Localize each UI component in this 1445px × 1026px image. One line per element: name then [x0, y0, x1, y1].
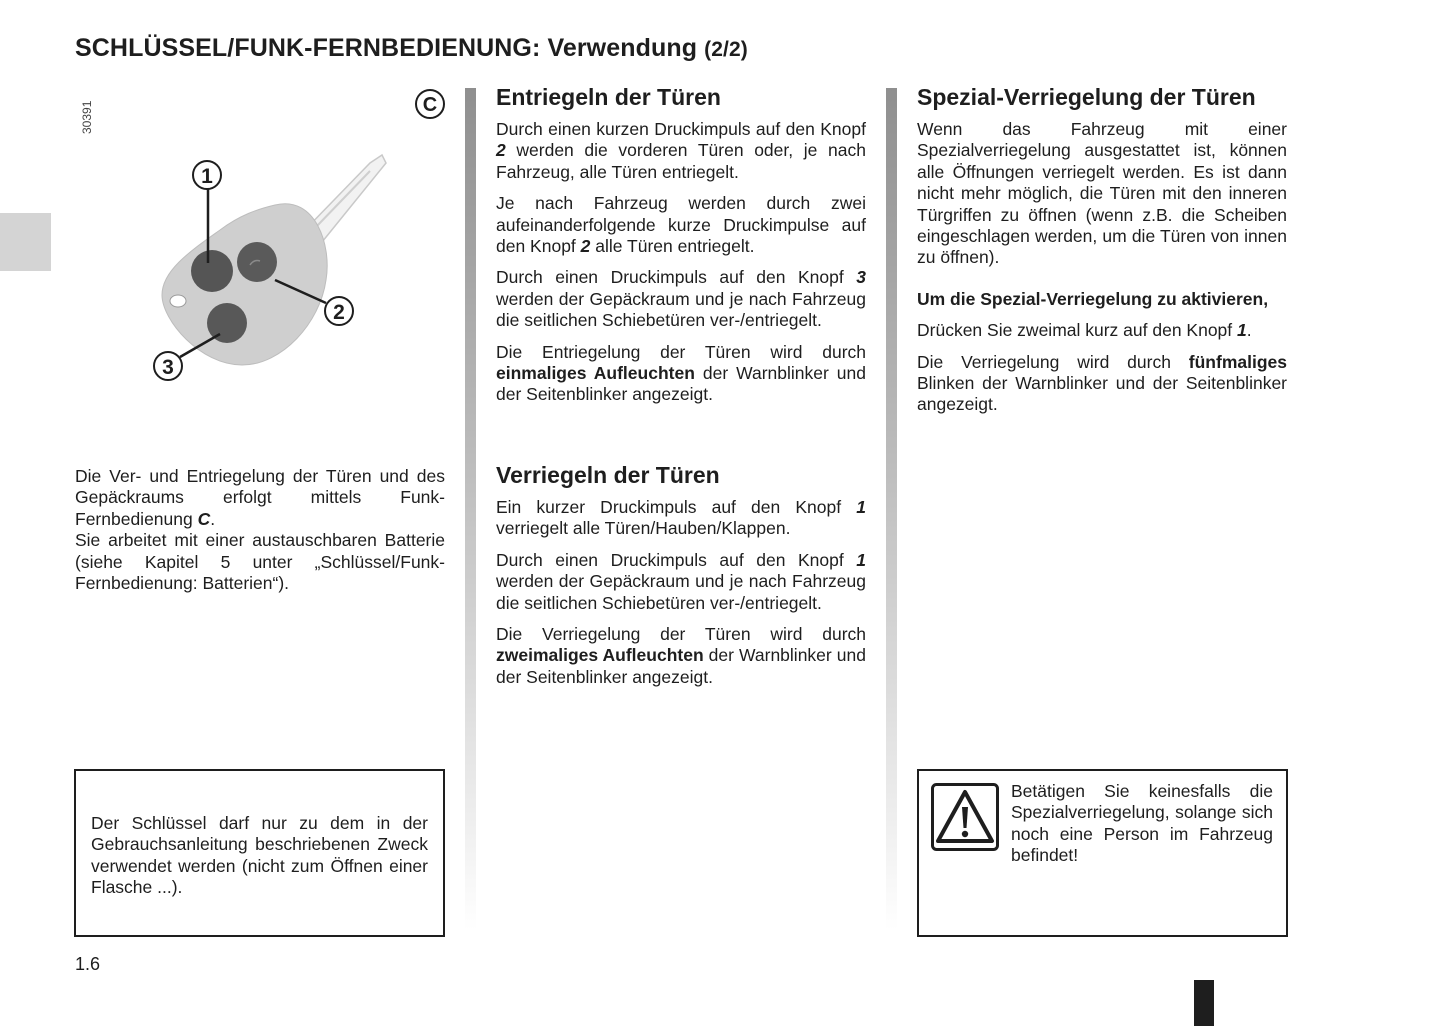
button-2 [237, 242, 277, 282]
left-column [75, 466, 445, 604]
page-title: SCHLÜSSEL/FUNK-FERNBEDIENUNG: Verwendung (2/2) [75, 34, 748, 62]
middle-column [496, 83, 866, 416]
column-separator-1 [465, 88, 476, 930]
column-separator-2 [886, 88, 897, 930]
special-lock-p3: Die Verriegelung wird durch fünfmaliges Blinken der Warnblinker und der Seitenblinker angezeigt. [917, 351, 1287, 415]
special-lock-p1: Wenn das Fahrzeug mit einer Spezialverriegelung ausgestattet ist, können alle Öffnungen verriegelt werden. Es ist dann nicht mehr möglich, die Türen mit den inneren Türgriffen zu öffnen (wenn z.B. die Scheiben eingeschlagen werden, um die Türen von innen zu öffnen). [917, 119, 1287, 268]
button-1 [191, 250, 233, 292]
special-lock-lead: Um die Spezial-Verriegelung zu aktivieren, [917, 288, 1269, 309]
page-number: 1.6 [75, 954, 101, 974]
figure-letter: C [422, 94, 438, 116]
lock-p3: Die Verriegelung der Türen wird durch zweimaliges Aufleuchten der Warnblinker und der Seitenblinker angezeigt. [496, 624, 866, 687]
unlock-heading: Entriegeln der Türen [496, 84, 721, 110]
callout-2: 2 [333, 301, 345, 324]
image-code: 30391 [80, 100, 94, 134]
chapter-tab [0, 213, 51, 271]
key-remote-illustration [70, 85, 455, 395]
callout-1: 1 [201, 165, 213, 188]
warning-icon [931, 783, 999, 851]
left-intro: Die Ver- und Entriegelung der Türen und des Gepäckraums erfolgt mittels Funk-Fernbedienung C. [75, 466, 445, 529]
warning-text: Betätigen Sie keinesfalls die Spezialverriegelung, solange sich noch eine Person im Fahrzeug befindet! [1011, 781, 1273, 866]
page-title-suffix: (2/2) [704, 38, 748, 61]
lock-p1: Ein kurzer Druckimpuls auf den Knopf 1 verriegelt alle Türen/Hauben/Klappen. [496, 497, 866, 539]
note-box [74, 769, 445, 937]
key-ring-hole [170, 295, 186, 307]
lock-p2: Durch einen Druckimpuls auf den Knopf 1 werden der Gepäckraum und je nach Fahrzeug die seitlichen Schiebetüren ver-/entriegelt. [496, 549, 866, 613]
unlock-p1: Durch einen kurzen Druckimpuls auf den Knopf 2 werden die vorderen Türen oder, je nach Fahrzeug, alle Türen entriegelt. [496, 119, 866, 182]
unlock-p2: Je nach Fahrzeug werden durch zwei aufeinanderfolgende kurze Druckimpulse auf den Knopf 2 alle Türen entriegelt. [496, 193, 866, 257]
page-edge-marker [1194, 980, 1214, 1026]
unlock-p3: Durch einen Druckimpuls auf den Knopf 3 werden der Gepäckraum und je nach Fahrzeug die seitlichen Schiebetüren ver-/entriegelt. [496, 267, 866, 331]
left-battery: Sie arbeitet mit einer austauschbaren Batterie (siehe Kapitel 5 unter „Schlüssel/Funk-Fernbedienung: Batterien“). [75, 530, 445, 594]
warning-box [917, 769, 1288, 937]
lock-heading: Verriegeln der Türen [496, 462, 720, 488]
note-text: Der Schlüssel darf nur zu dem in der Gebrauchsanleitung beschriebenen Zweck verwendet werden (nicht zum Öffnen einer Flasche ...). [91, 813, 428, 898]
special-lock-p2: Drücken Sie zweimal kurz auf den Knopf 1. [917, 320, 1252, 341]
middle-column-lock [496, 461, 866, 698]
callout-3: 3 [162, 356, 174, 379]
ref-c: C [197, 508, 211, 529]
key-blade-groove [316, 171, 370, 227]
right-column [917, 83, 1287, 426]
unlock-p4: Die Entriegelung der Türen wird durch einmaliges Aufleuchten der Warnblinker und der Seitenblinker angezeigt. [496, 341, 866, 405]
key-head [162, 204, 327, 365]
special-lock-heading: Spezial-Verriegelung der Türen [917, 84, 1256, 110]
